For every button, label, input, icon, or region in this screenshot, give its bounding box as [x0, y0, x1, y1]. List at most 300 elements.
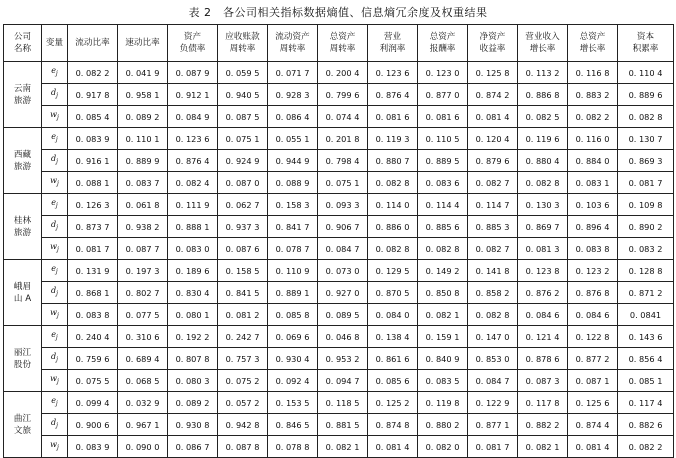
value-cell: 0. 886 0	[368, 216, 418, 238]
value-cell: 0. 092 4	[268, 370, 318, 392]
value-cell: 0. 953 2	[318, 348, 368, 370]
column-header-13	[618, 25, 674, 62]
value-cell: 0. 876 4	[168, 150, 218, 172]
value-cell: 0. 109 8	[618, 194, 674, 216]
value-cell: 0. 201 8	[318, 128, 368, 150]
value-cell: 0. 799 6	[318, 84, 368, 106]
value-cell: 0. 110 4	[618, 62, 674, 84]
variable-cell	[42, 62, 68, 84]
column-header-text: 负债率	[179, 44, 206, 54]
value-cell: 0. 082 4	[168, 172, 218, 194]
value-cell: 0. 868 1	[68, 282, 118, 304]
column-header-text: 收益率	[479, 44, 506, 54]
value-cell: 0. 869 3	[618, 150, 674, 172]
value-cell: 0. 877 2	[568, 348, 618, 370]
column-header-text: 名称	[13, 44, 32, 54]
value-cell: 0. 032 9	[118, 392, 168, 414]
table-row	[4, 150, 674, 172]
variable-cell	[42, 238, 68, 260]
value-cell: 0. 085 4	[68, 106, 118, 128]
value-cell: 0. 889 5	[418, 150, 468, 172]
value-cell: 0. 074 4	[318, 106, 368, 128]
value-cell: 0. 085 8	[268, 304, 318, 326]
value-cell: 0. 082 2	[568, 106, 618, 128]
column-header-6	[268, 25, 318, 62]
value-cell: 0. 123 8	[518, 260, 568, 282]
value-cell: 0. 119 6	[518, 128, 568, 150]
company-name-text: 云南	[13, 83, 32, 94]
value-cell: 0. 924 9	[218, 150, 268, 172]
value-cell: 0. 310 6	[118, 326, 168, 348]
value-cell: 0. 158 3	[268, 194, 318, 216]
variable-cell	[42, 260, 68, 282]
value-cell: 0. 081 4	[568, 436, 618, 458]
variable-cell	[42, 194, 68, 216]
value-cell: 0. 082 8	[418, 238, 468, 260]
value-cell: 0. 153 5	[268, 392, 318, 414]
value-cell: 0. 081 4	[368, 436, 418, 458]
value-cell: 0. 082 2	[618, 436, 674, 458]
value-cell: 0. 125 6	[568, 392, 618, 414]
value-cell: 0. 896 4	[568, 216, 618, 238]
value-cell: 0. 081 2	[218, 304, 268, 326]
value-cell: 0. 084 0	[368, 304, 418, 326]
value-cell: 0. 869 7	[518, 216, 568, 238]
value-cell: 0. 798 4	[318, 150, 368, 172]
value-cell: 0. 117 8	[518, 392, 568, 414]
company-name-text: 丽江	[13, 347, 32, 358]
column-header-text: 公司	[13, 32, 32, 42]
variable-symbol: $e_j$	[51, 396, 58, 407]
value-cell: 0. 0841	[618, 304, 674, 326]
value-cell: 0. 880 7	[368, 150, 418, 172]
variable-symbol: $e_j$	[51, 264, 58, 275]
value-cell: 0. 200 4	[318, 62, 368, 84]
variable-symbol: $w_j$	[50, 176, 59, 187]
variable-symbol: $w_j$	[50, 374, 59, 385]
value-cell: 0. 147 0	[468, 326, 518, 348]
value-cell: 0. 085 1	[618, 370, 674, 392]
value-cell: 0. 944 9	[268, 150, 318, 172]
table-row	[4, 282, 674, 304]
company-name-cell	[4, 392, 42, 458]
variable-cell	[42, 326, 68, 348]
value-cell: 0. 117 4	[618, 392, 674, 414]
value-cell: 0. 885 6	[418, 216, 468, 238]
value-cell: 0. 876 2	[518, 282, 568, 304]
value-cell: 0. 084 9	[168, 106, 218, 128]
variable-symbol: $d_j$	[51, 418, 58, 429]
value-cell: 0. 189 6	[168, 260, 218, 282]
company-name-text: 西藏	[13, 149, 32, 160]
value-cell: 0. 071 7	[268, 62, 318, 84]
value-cell: 0. 123 2	[568, 260, 618, 282]
value-cell: 0. 083 2	[618, 238, 674, 260]
value-cell: 0. 082 0	[418, 436, 468, 458]
value-cell: 0. 122 9	[468, 392, 518, 414]
value-cell: 0. 059 5	[218, 62, 268, 84]
column-header-text: 总资产	[579, 32, 606, 42]
value-cell: 0. 116 8	[568, 62, 618, 84]
column-header-text: 总资产	[429, 32, 456, 42]
value-cell: 0. 192 2	[168, 326, 218, 348]
value-cell: 0. 129 5	[368, 260, 418, 282]
variable-symbol: $w_j$	[50, 440, 59, 451]
value-cell: 0. 090 0	[118, 436, 168, 458]
value-cell: 0. 088 1	[68, 172, 118, 194]
value-cell: 0. 889 1	[268, 282, 318, 304]
value-cell: 0. 080 1	[168, 304, 218, 326]
value-cell: 0. 938 2	[118, 216, 168, 238]
variable-symbol: $e_j$	[51, 132, 58, 143]
value-cell: 0. 130 7	[618, 128, 674, 150]
value-cell: 0. 083 1	[568, 172, 618, 194]
column-header-3	[118, 25, 168, 62]
company-name-text: 山 A	[13, 293, 32, 304]
value-cell: 0. 087 5	[218, 106, 268, 128]
value-cell: 0. 874 2	[468, 84, 518, 106]
column-header-text: 总资产	[329, 32, 356, 42]
value-cell: 0. 083 9	[68, 128, 118, 150]
value-cell: 0. 879 6	[468, 150, 518, 172]
table-row	[4, 370, 674, 392]
variable-cell	[42, 414, 68, 436]
value-cell: 0. 958 1	[118, 84, 168, 106]
value-cell: 0. 853 0	[468, 348, 518, 370]
table-row	[4, 436, 674, 458]
value-cell: 0. 082 2	[68, 62, 118, 84]
value-cell: 0. 082 8	[368, 172, 418, 194]
value-cell: 0. 158 5	[218, 260, 268, 282]
value-cell: 0. 841 5	[218, 282, 268, 304]
value-cell: 0. 078 7	[268, 238, 318, 260]
value-cell: 0. 143 6	[618, 326, 674, 348]
value-cell: 0. 085 6	[368, 370, 418, 392]
value-cell: 0. 078 8	[268, 436, 318, 458]
value-cell: 0. 081 7	[68, 238, 118, 260]
value-cell: 0. 075 2	[218, 370, 268, 392]
value-cell: 0. 111 9	[168, 194, 218, 216]
value-cell: 0. 093 3	[318, 194, 368, 216]
data-table	[3, 24, 674, 458]
variable-cell	[42, 216, 68, 238]
company-name-text: 桂林	[13, 215, 32, 226]
column-header-8	[368, 25, 418, 62]
company-name-cell	[4, 194, 42, 260]
value-cell: 0. 083 8	[568, 238, 618, 260]
column-header-text: 周转率	[329, 44, 356, 54]
value-cell: 0. 871 2	[618, 282, 674, 304]
value-cell: 0. 874 4	[568, 414, 618, 436]
column-header-text: 应收账款	[225, 32, 260, 42]
value-cell: 0. 083 5	[418, 370, 468, 392]
column-header-5	[218, 25, 268, 62]
value-cell: 0. 830 4	[168, 282, 218, 304]
variable-cell	[42, 304, 68, 326]
value-cell: 0. 856 4	[618, 348, 674, 370]
value-cell: 0. 077 5	[118, 304, 168, 326]
column-header-11	[518, 25, 568, 62]
variable-cell	[42, 436, 68, 458]
variable-cell	[42, 392, 68, 414]
column-header-text: 周转率	[229, 44, 256, 54]
value-cell: 0. 159 1	[418, 326, 468, 348]
value-cell: 0. 082 8	[618, 106, 674, 128]
value-cell: 0. 055 1	[268, 128, 318, 150]
value-cell: 0. 967 1	[118, 414, 168, 436]
company-name-text: 曲江	[13, 413, 32, 424]
value-cell: 0. 877 0	[418, 84, 468, 106]
value-cell: 0. 927 0	[318, 282, 368, 304]
value-cell: 0. 073 0	[318, 260, 368, 282]
column-header-text: 周转率	[279, 44, 306, 54]
value-cell: 0. 057 2	[218, 392, 268, 414]
column-header-text: 营业	[383, 32, 402, 42]
value-cell: 0. 075 1	[218, 128, 268, 150]
column-header-text: 速动比率	[125, 38, 160, 48]
value-cell: 0. 884 0	[568, 150, 618, 172]
company-name-text: 旅游	[13, 227, 32, 238]
column-header-2	[68, 25, 118, 62]
value-cell: 0. 087 0	[218, 172, 268, 194]
value-cell: 0. 130 3	[518, 194, 568, 216]
value-cell: 0. 075 1	[318, 172, 368, 194]
table-row	[4, 238, 674, 260]
variable-cell	[42, 370, 68, 392]
table-row	[4, 194, 674, 216]
value-cell: 0. 075 5	[68, 370, 118, 392]
value-cell: 0. 114 7	[468, 194, 518, 216]
company-name-text: 峨眉	[13, 281, 32, 292]
column-header-4	[168, 25, 218, 62]
table-row	[4, 84, 674, 106]
table-header	[4, 25, 674, 62]
value-cell: 0. 116 0	[568, 128, 618, 150]
value-cell: 0. 094 7	[318, 370, 368, 392]
value-cell: 0. 122 8	[568, 326, 618, 348]
value-cell: 0. 890 2	[618, 216, 674, 238]
variable-cell	[42, 150, 68, 172]
variable-cell	[42, 172, 68, 194]
value-cell: 0. 087 7	[118, 238, 168, 260]
header-row	[4, 25, 674, 62]
value-cell: 0. 083 8	[68, 304, 118, 326]
column-header-text: 积累率	[632, 44, 659, 54]
variable-symbol: $e_j$	[51, 330, 58, 341]
value-cell: 0. 930 8	[168, 414, 218, 436]
table-row	[4, 326, 674, 348]
value-cell: 0. 916 1	[68, 150, 118, 172]
value-cell: 0. 840 9	[418, 348, 468, 370]
value-cell: 0. 089 2	[168, 392, 218, 414]
variable-symbol: $d_j$	[51, 220, 58, 231]
value-cell: 0. 197 3	[118, 260, 168, 282]
value-cell: 0. 082 5	[518, 106, 568, 128]
value-cell: 0. 083 9	[68, 436, 118, 458]
value-cell: 0. 876 4	[368, 84, 418, 106]
value-cell: 0. 877 1	[468, 414, 518, 436]
column-header-text: 营业收入	[525, 32, 560, 42]
column-header-text: 利润率	[379, 44, 406, 54]
value-cell: 0. 114 0	[368, 194, 418, 216]
column-header-text: 资产	[183, 32, 202, 42]
value-cell: 0. 138 4	[368, 326, 418, 348]
table-row	[4, 414, 674, 436]
value-cell: 0. 870 5	[368, 282, 418, 304]
value-cell: 0. 082 1	[418, 304, 468, 326]
company-name-cell	[4, 326, 42, 392]
value-cell: 0. 917 8	[68, 84, 118, 106]
variable-symbol: $w_j$	[50, 110, 59, 121]
value-cell: 0. 937 3	[218, 216, 268, 238]
value-cell: 0. 118 5	[318, 392, 368, 414]
value-cell: 0. 081 6	[418, 106, 468, 128]
column-header-text: 增长率	[529, 44, 556, 54]
value-cell: 0. 119 8	[418, 392, 468, 414]
value-cell: 0. 928 3	[268, 84, 318, 106]
value-cell: 0. 942 8	[218, 414, 268, 436]
value-cell: 0. 125 8	[468, 62, 518, 84]
value-cell: 0. 082 8	[518, 172, 568, 194]
table-row	[4, 106, 674, 128]
table-title: 表 2 各公司相关指标数据熵值、信息熵冗余度及权重结果	[188, 6, 488, 19]
value-cell: 0. 807 8	[168, 348, 218, 370]
value-cell: 0. 103 6	[568, 194, 618, 216]
value-cell: 0. 082 1	[318, 436, 368, 458]
variable-symbol: $e_j$	[51, 66, 58, 77]
value-cell: 0. 141 8	[468, 260, 518, 282]
value-cell: 0. 082 7	[468, 172, 518, 194]
value-cell: 0. 759 6	[68, 348, 118, 370]
company-name-cell	[4, 260, 42, 326]
value-cell: 0. 123 0	[418, 62, 468, 84]
value-cell: 0. 110 9	[268, 260, 318, 282]
table-row	[4, 348, 674, 370]
variable-symbol: $e_j$	[51, 198, 58, 209]
value-cell: 0. 069 6	[268, 326, 318, 348]
value-cell: 0. 880 4	[518, 150, 568, 172]
value-cell: 0. 068 5	[118, 370, 168, 392]
value-cell: 0. 087 8	[218, 436, 268, 458]
value-cell: 0. 940 5	[218, 84, 268, 106]
value-cell: 0. 099 4	[68, 392, 118, 414]
value-cell: 0. 889 6	[618, 84, 674, 106]
value-cell: 0. 126 3	[68, 194, 118, 216]
value-cell: 0. 876 8	[568, 282, 618, 304]
value-cell: 0. 082 7	[468, 238, 518, 260]
value-cell: 0. 861 6	[368, 348, 418, 370]
value-cell: 0. 081 7	[618, 172, 674, 194]
value-cell: 0. 089 5	[318, 304, 368, 326]
variable-cell	[42, 282, 68, 304]
variable-cell	[42, 84, 68, 106]
variable-cell	[42, 128, 68, 150]
value-cell: 0. 087 3	[518, 370, 568, 392]
value-cell: 0. 912 1	[168, 84, 218, 106]
value-cell: 0. 084 7	[468, 370, 518, 392]
table-row	[4, 172, 674, 194]
value-cell: 0. 889 9	[118, 150, 168, 172]
value-cell: 0. 089 2	[118, 106, 168, 128]
value-cell: 0. 082 1	[518, 436, 568, 458]
value-cell: 0. 906 7	[318, 216, 368, 238]
value-cell: 0. 873 7	[68, 216, 118, 238]
value-cell: 0. 086 4	[268, 106, 318, 128]
value-cell: 0. 689 4	[118, 348, 168, 370]
value-cell: 0. 802 7	[118, 282, 168, 304]
value-cell: 0. 088 9	[268, 172, 318, 194]
variable-symbol: $d_j$	[51, 154, 58, 165]
value-cell: 0. 087 1	[568, 370, 618, 392]
value-cell: 0. 119 3	[368, 128, 418, 150]
value-cell: 0. 110 5	[418, 128, 468, 150]
value-cell: 0. 885 3	[468, 216, 518, 238]
variable-cell	[42, 106, 68, 128]
value-cell: 0. 149 2	[418, 260, 468, 282]
value-cell: 0. 061 8	[118, 194, 168, 216]
table-row	[4, 216, 674, 238]
value-cell: 0. 846 5	[268, 414, 318, 436]
company-name-text: 旅游	[13, 161, 32, 172]
value-cell: 0. 082 8	[368, 238, 418, 260]
value-cell: 0. 081 6	[368, 106, 418, 128]
value-cell: 0. 125 2	[368, 392, 418, 414]
table-row	[4, 128, 674, 150]
value-cell: 0. 080 3	[168, 370, 218, 392]
company-name-text: 股份	[13, 359, 32, 370]
value-cell: 0. 086 7	[168, 436, 218, 458]
variable-symbol: $d_j$	[51, 352, 58, 363]
value-cell: 0. 882 2	[518, 414, 568, 436]
value-cell: 0. 081 4	[468, 106, 518, 128]
value-cell: 0. 083 7	[118, 172, 168, 194]
column-header-12	[568, 25, 618, 62]
variable-symbol: $w_j$	[50, 242, 59, 253]
company-name-cell	[4, 128, 42, 194]
value-cell: 0. 888 1	[168, 216, 218, 238]
value-cell: 0. 120 4	[468, 128, 518, 150]
table-row	[4, 62, 674, 84]
column-header-text: 资本	[636, 32, 655, 42]
variable-cell	[42, 348, 68, 370]
value-cell: 0. 084 7	[318, 238, 368, 260]
table-row	[4, 260, 674, 282]
value-cell: 0. 930 4	[268, 348, 318, 370]
value-cell: 0. 123 6	[368, 62, 418, 84]
value-cell: 0. 110 1	[118, 128, 168, 150]
value-cell: 0. 113 2	[518, 62, 568, 84]
column-header-text: 增长率	[579, 44, 606, 54]
column-header-9	[418, 25, 468, 62]
value-cell: 0. 062 7	[218, 194, 268, 216]
column-header-text: 报酬率	[429, 44, 456, 54]
value-cell: 0. 131 9	[68, 260, 118, 282]
company-name-text: 文旅	[13, 425, 32, 436]
table-row	[4, 304, 674, 326]
value-cell: 0. 883 2	[568, 84, 618, 106]
variable-symbol: $w_j$	[50, 308, 59, 319]
column-header-7	[318, 25, 368, 62]
value-cell: 0. 882 6	[618, 414, 674, 436]
column-header-10	[468, 25, 518, 62]
value-cell: 0. 886 8	[518, 84, 568, 106]
company-name-text: 旅游	[13, 95, 32, 106]
column-header-1	[42, 25, 68, 62]
value-cell: 0. 841 7	[268, 216, 318, 238]
value-cell: 0. 084 6	[518, 304, 568, 326]
value-cell: 0. 123 6	[168, 128, 218, 150]
column-header-text: 流动比率	[75, 38, 110, 48]
